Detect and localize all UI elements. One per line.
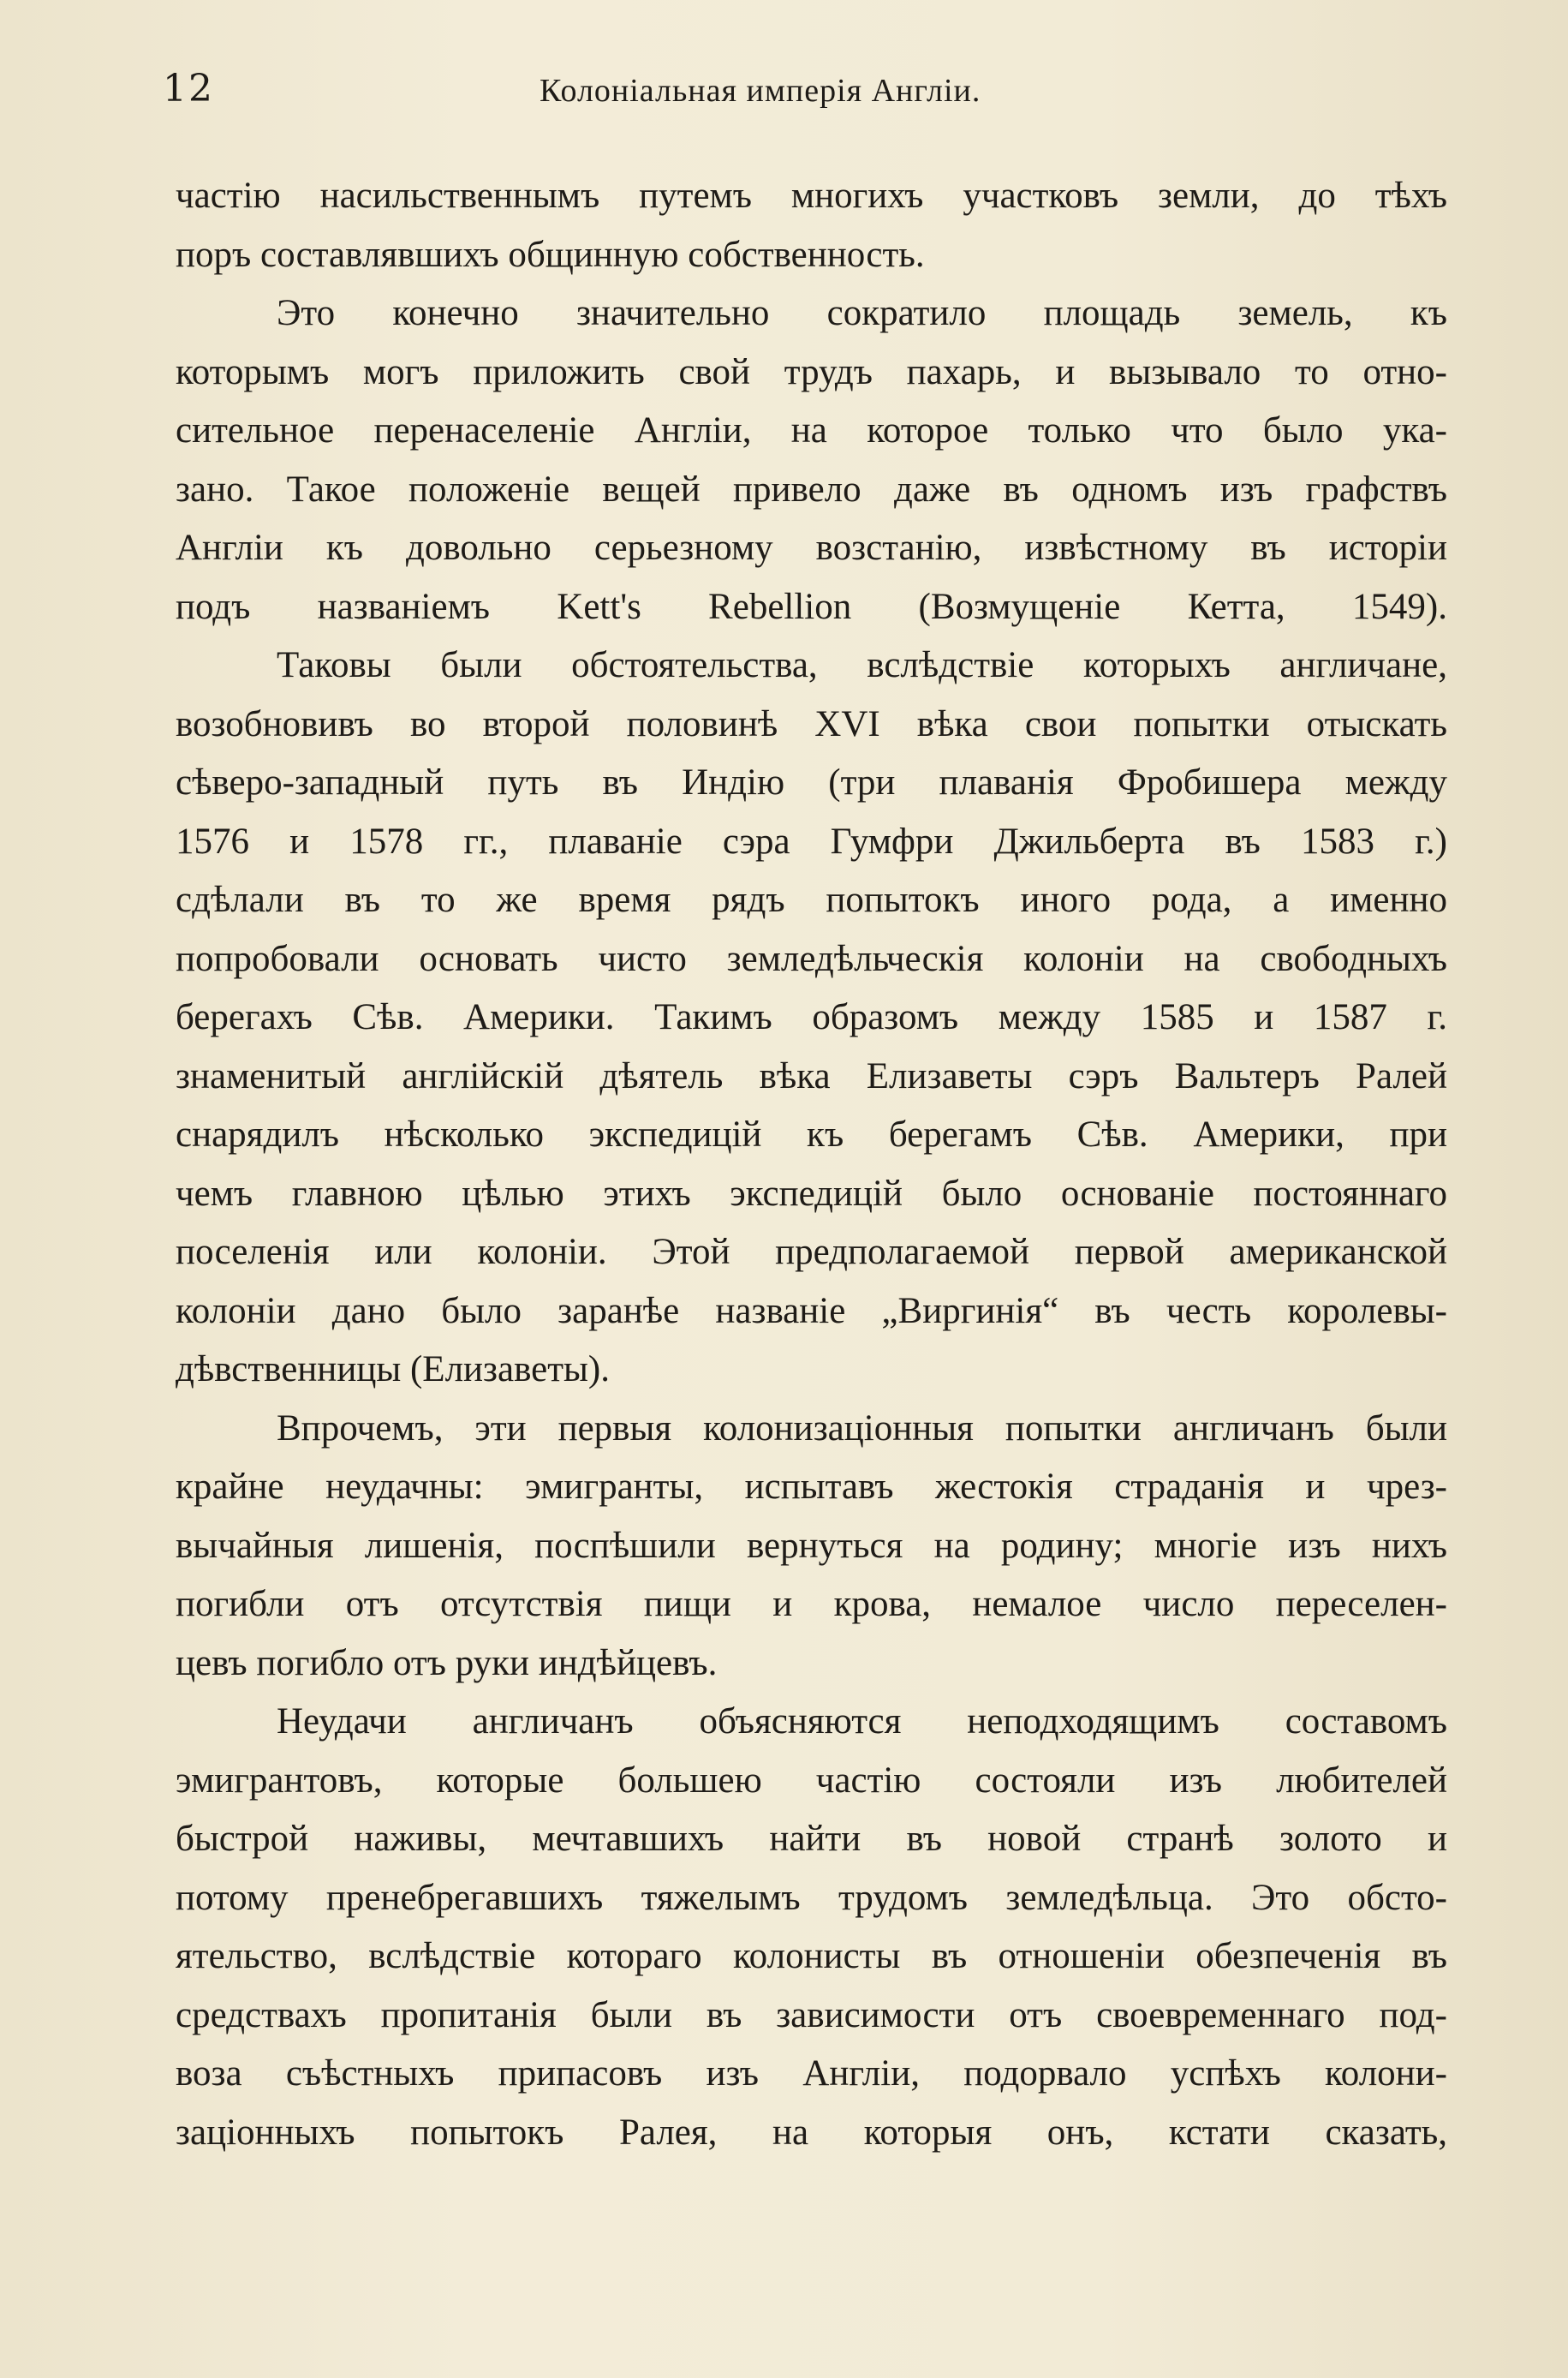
text-line: берегахъ Сѣв. Америки. Такимъ образомъ между 1585 и 1587 г. xyxy=(176,997,1447,1037)
text-line: потому пренебрегавшихъ тяжелымъ трудомъ земледѣльца. Это обсто- xyxy=(176,1877,1447,1918)
running-head: Колоніальная имперія Англіи. xyxy=(540,73,981,109)
text-line: воза съѣстныхъ припасовъ изъ Англіи, подорвало успѣхъ колони- xyxy=(176,2053,1447,2094)
text-line: сительное перенаселеніе Англіи, на которое только что было ука- xyxy=(176,410,1447,451)
text-line: 1576 и 1578 гг., плаваніе сэра Гумфри Джильберта въ 1583 г.) xyxy=(176,821,1447,862)
text-line: поръ составлявшихъ общинную собственность. xyxy=(176,234,925,275)
paragraph-start-line: Таковы были обстоятельства, вслѣдствіе которыхъ англичане, xyxy=(277,645,1447,685)
paragraph-start-line: Это конечно значительно сократило площадь земель, къ xyxy=(277,293,1447,333)
text-line: вычайныя лишенія, поспѣшили вернуться на родину; многіе изъ нихъ xyxy=(176,1525,1447,1566)
text-line: быстрой наживы, мечтавшихъ найти въ новой странѣ золото и xyxy=(176,1819,1447,1859)
text-line: знаменитый англійскій дѣятель вѣка Елизаветы сэръ Вальтеръ Ралей xyxy=(176,1055,1447,1096)
text-line: эмигрантовъ, которые большею частію состояли изъ любителей xyxy=(176,1760,1447,1801)
text-line: сѣверо-западный путь въ Индію (три плаванія Фробишера между xyxy=(176,762,1447,803)
text-line: колоніи дано было заранѣе названіе „Виргинія“ въ честь королевы- xyxy=(176,1290,1447,1331)
text-line: чемъ главною цѣлью этихъ экспедицій было основаніе постояннаго xyxy=(176,1173,1447,1214)
text-line: снарядилъ нѣсколько экспедицій къ берегамъ Сѣв. Америки, при xyxy=(176,1114,1447,1155)
text-line: которымъ могъ приложить свой трудъ пахарь, и вызывало то отно- xyxy=(176,351,1447,392)
text-line: частію насильственнымъ путемъ многихъ участковъ земли, до тѣхъ xyxy=(176,176,1447,216)
body-text xyxy=(176,167,1447,2162)
text-line: сдѣлали въ то же время рядъ попытокъ иного рода, а именно xyxy=(176,880,1447,920)
text-line: подъ названіемъ Kett's Rebellion (Возмущеніе Кетта, 1549). xyxy=(176,586,1447,627)
text-line: поселенія или колоніи. Этой предполагаемой первой американской xyxy=(176,1232,1447,1272)
text-line: погибли отъ отсутствія пищи и крова, немалое число переселен- xyxy=(176,1584,1447,1624)
text-line: Англіи къ довольно серьезному возстанію, извѣстному въ исторіи xyxy=(176,528,1447,568)
paragraph-start-line: Неудачи англичанъ объясняются неподходящимъ составомъ xyxy=(277,1701,1447,1742)
text-line: заціонныхъ попытокъ Ралея, на которыя онъ, кстати сказать, xyxy=(176,2112,1447,2153)
text-line: возобновивъ во второй половинѣ XVI вѣка свои попытки отыскать xyxy=(176,703,1447,744)
paragraph-start-line: Впрочемъ, эти первыя колонизаціонныя попытки англичанъ были xyxy=(277,1407,1447,1449)
text-line: ятельство, вслѣдствіе котораго колонисты въ отношеніи обезпеченія въ xyxy=(176,1936,1447,1976)
text-line: цевъ погибло отъ руки индѣйцевъ. xyxy=(176,1642,718,1683)
text-line: дѣвственницы (Елизаветы). xyxy=(176,1349,610,1389)
text-line: зано. Такое положеніе вещей привело даже въ одномъ изъ графствъ xyxy=(176,469,1447,510)
text-line: средствахъ пропитанія были въ зависимости отъ своевременнаго под- xyxy=(176,1994,1447,2035)
text-line: крайне неудачны: эмигранты, испытавъ жестокія страданія и чрез- xyxy=(176,1467,1447,1507)
text-line: попробовали основать чисто земледѣльческія колоніи на свободныхъ xyxy=(176,938,1447,979)
page-number: 12 xyxy=(163,67,214,111)
